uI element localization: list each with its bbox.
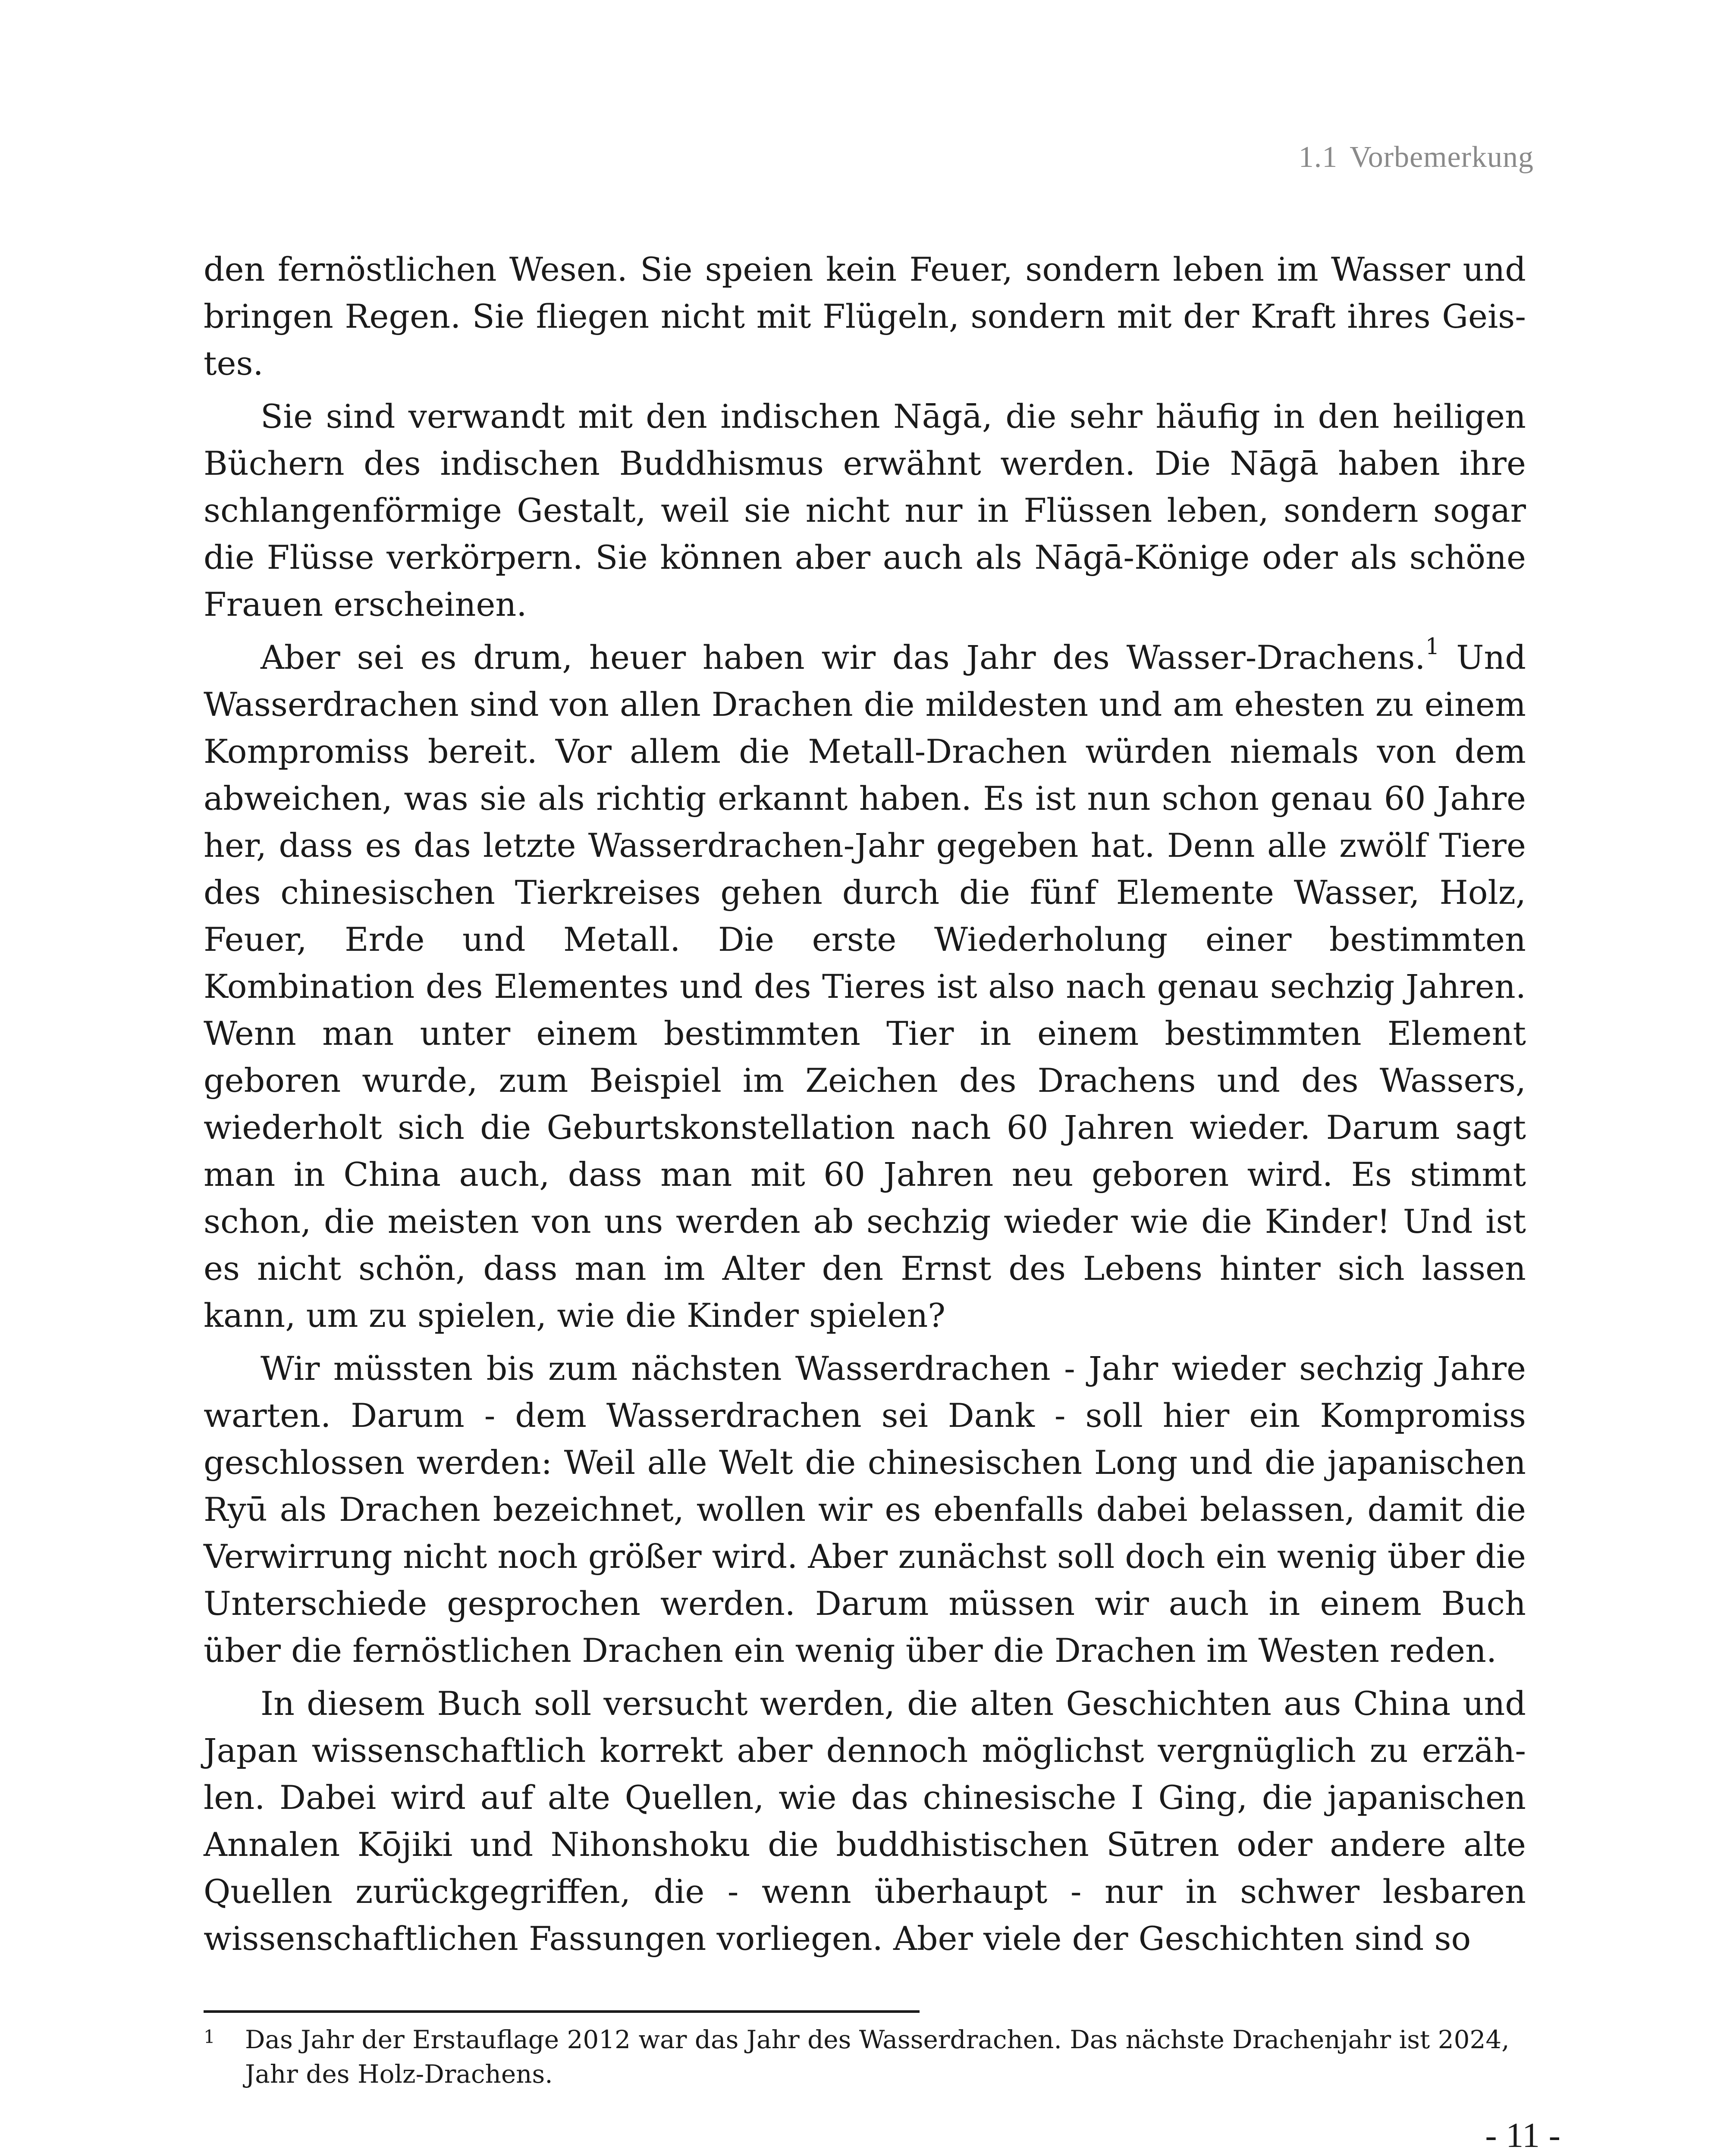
page-number: - 11 - <box>1485 2115 1560 2155</box>
paragraph-2: Sie sind verwandt mit den indischen Nāgā, die sehr häufig in den heiligen Büchern des indischen Buddhismus erwähnt werden. Die Nāgā haben ihre schlangenförmige Gestalt, weil sie nicht nur in Flüssen leben, sondern sogar die Flüsse verkörpern. Sie können aber auch als Nāgā-Könige oder als schöne Frauen erscheinen. <box>204 397 1526 624</box>
footnote-mark: 1 <box>204 2026 215 2047</box>
section-number: 1.1 <box>1298 141 1338 174</box>
body-text <box>204 246 1526 1968</box>
paragraph-4: Wir müssten bis zum nächsten Wasserdrachen - Jahr wieder sechzig Jahre warten. Darum - dem Wasserdrachen sei Dank - soll hier ein Kompromiss geschlossen werden: Weil alle Welt die chinesischen Long und die japanischen Ryū als Drachen bezeichnet, wollen wir es ebenfalls dabei belassen, damit die Verwirrung nicht noch größer wird. Aber zunächst soll doch ein wenig über die Unterschiede gesprochen werden. Darum müssen wir auch in einem Buch über die fernöstlichen Drachen ein wenig über die Drachen im Westen reden. <box>204 1349 1526 1670</box>
footnote <box>204 2022 1526 2091</box>
paragraph-1: den fernöstlichen Wesen. Sie speien kein Feuer, sondern leben im Wasser und bringen Regen. Sie fliegen nicht mit Flügeln, sondern mit der Kraft ihres Geistes. <box>204 250 1526 382</box>
paragraph-3-rest: Und Wasserdrachen sind von allen Drachen die mildesten und am ehesten zu einem Kompromiss bereit. Vor allem die Metall-Drachen würden niemals von dem abweichen, was sie als richtig erkannt haben. Es ist nun schon genau 60 Jahre her, dass es das letzte Wasserdrachen-Jahr gegeben hat. Denn alle zwölf Tiere des chinesischen Tierkreises gehen durch die fünf Elemente Wasser, Holz, Feuer, Erde und Metall. Die erste Wiederholung einer bestimmten Kombination des Elementes und des Tieres ist also nach genau sechzig Jahren. Wenn man unter einem bestimmten Tier in einem bestimmten Element geboren wurde, zum Beispiel im Zeichen des Drachens und des Wassers, wiederholt sich die Geburtskonstellation nach 60 Jahren wieder. Darum sagt man in China auch, dass man mit 60 Jahren neu geboren wird. Es stimmt schon, die meisten von uns werden ab sechzig wieder wie die Kinder! Und ist es nicht schön, dass man im Alter den Ernst des Lebens hinter sich lassen kann, um zu spielen, wie die Kinder spielen? <box>204 638 1526 1335</box>
paragraph-5: In diesem Buch soll versucht werden, die alten Geschichten aus China und Japan wissenschaftlich korrekt aber dennoch möglichst vergnüglich zu erzählen. Dabei wird auf alte Quellen, wie das chinesische I Ging, die japanischen Annalen Kōjiki und Nihonshoku die buddhistischen Sūtren oder andere alte Quellen zurückgegriffen, die - wenn überhaupt - nur in schwer lesbaren wissenschaftlichen Fassungen vorliegen. Aber viele der Geschichten sind so <box>204 1684 1526 1958</box>
paragraph-3 <box>204 634 1526 1339</box>
section-title: Vorbemerkung <box>1350 141 1534 174</box>
running-head <box>1299 140 1534 175</box>
footnote-divider <box>204 2010 920 2013</box>
footnote-text: Das Jahr der Erstauflage 2012 war das Jahr des Wasserdrachen. Das nächste Drachenjahr ist 2024, Jahr des Holz-Drachens. <box>245 2025 1510 2089</box>
paragraph-3-start: Aber sei es drum, heuer haben wir das Jahr des Wasser-Drachens. <box>261 638 1425 677</box>
footnote-reference[interactable]: 1 <box>1425 633 1440 660</box>
